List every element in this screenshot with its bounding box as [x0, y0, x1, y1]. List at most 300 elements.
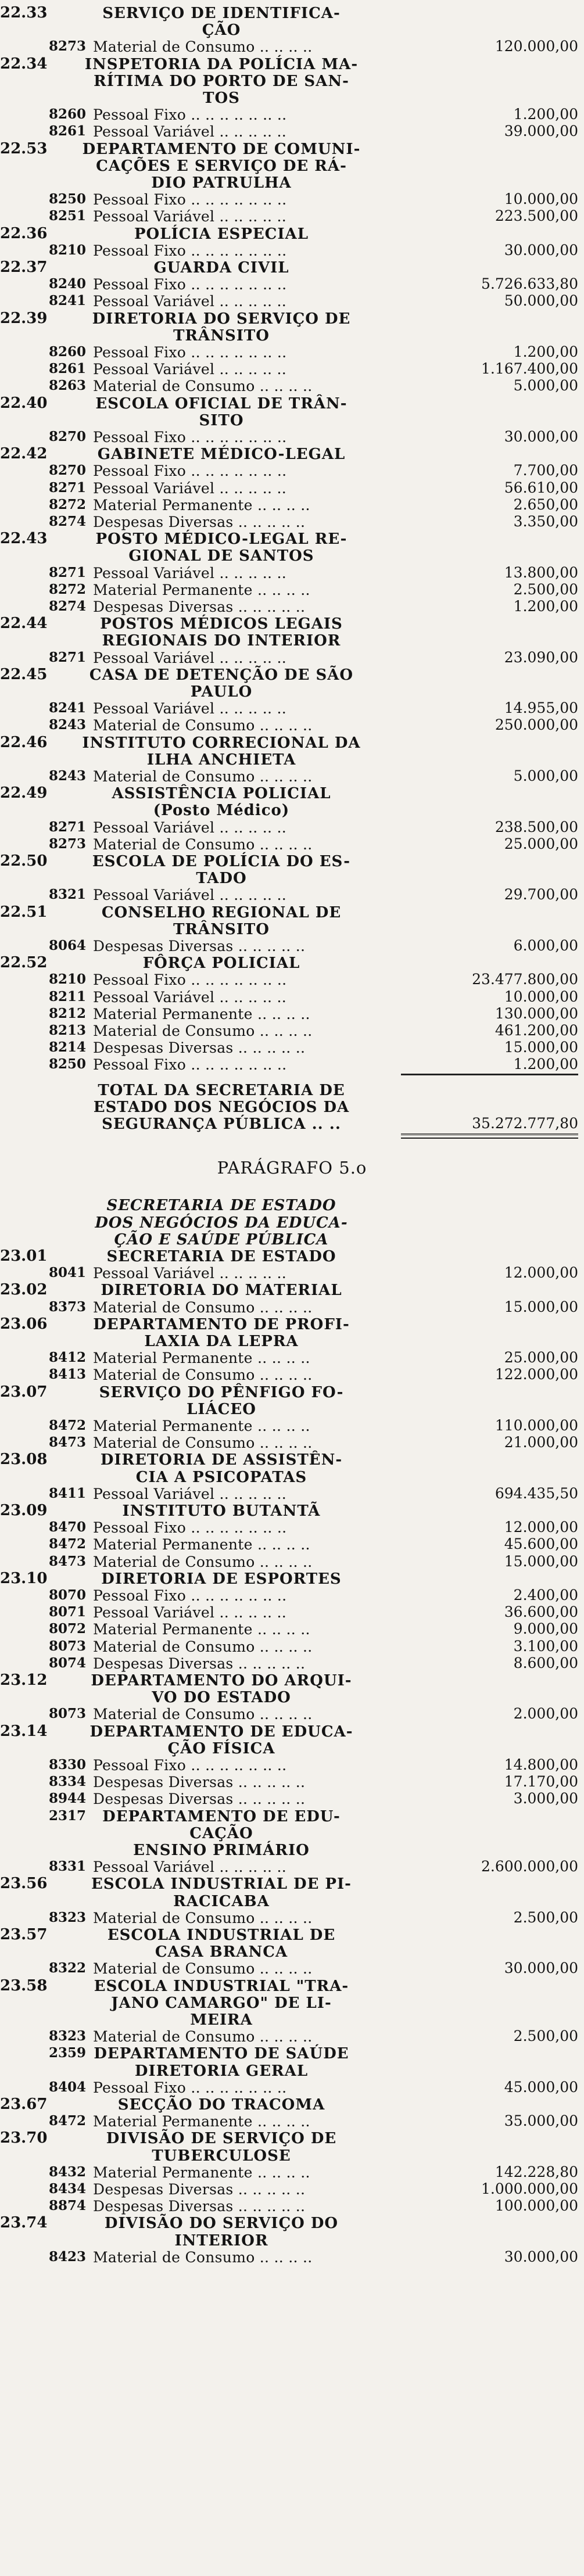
section-heading: POSTO MÉDICO-LEGAL RE- [95, 530, 347, 548]
ledger-line-item [0, 376, 584, 396]
ledger-line-item [0, 1365, 584, 1385]
section-number: 23.14 [0, 1723, 48, 1740]
budget-item: Material Permanente .. .. .. .. [93, 1006, 310, 1022]
budget-item: Despesas Diversas .. .. .. .. .. [93, 1774, 306, 1791]
section-heading-continued: INTERIOR [174, 2232, 268, 2249]
budget-amount: 1.000.000,00 [481, 2180, 578, 2197]
ledger-line-heading [0, 1280, 584, 1300]
ledger-line-ital [0, 1196, 584, 1215]
budget-item: Material Permanente .. .. .. .. [93, 2113, 310, 2130]
budget-item: Pessoal Variável .. .. .. .. .. [93, 293, 286, 310]
budget-code: 8041 [48, 1265, 86, 1280]
budget-amount: 2.650,00 [513, 496, 578, 513]
budget-amount: 2.400,00 [513, 1587, 578, 1603]
budget-code: 8073 [48, 1638, 86, 1654]
budget-item: Material de Consumo .. .. .. .. [93, 1960, 313, 1977]
budget-code: 8250 [48, 1056, 86, 1072]
section-heading-continued: ILHA ANCHIETA [146, 751, 296, 769]
budget-amount: 110.000,00 [495, 1417, 578, 1434]
section-heading: ESCOLA INDUSTRIAL "TRA- [94, 1978, 349, 1995]
budget-code: 8261 [48, 361, 86, 376]
budget-item: Pessoal Fixo .. .. .. .. .. .. .. [93, 344, 287, 361]
section-heading-continued: DIRETORIA GERAL [134, 2062, 309, 2080]
section-heading: SECRETARIA DE ESTADO [106, 1248, 336, 1265]
budget-item: Pessoal Fixo .. .. .. .. .. .. .. [93, 276, 287, 293]
section-heading-continued: RACICABA [173, 1893, 270, 1910]
section-heading-continued: TOS [203, 89, 240, 107]
budget-code: 8473 [48, 1554, 86, 1569]
ledger-line-item [0, 461, 584, 481]
budget-code: 8070 [48, 1587, 86, 1603]
section-heading-continued: DIO PATRULHA [151, 174, 292, 192]
budget-amount: 3.000,00 [513, 1790, 578, 1807]
section-heading-continued: CAÇÕES E SERVIÇO DE RÁ- [96, 157, 347, 175]
budget-item: Pessoal Fixo .. .. .. .. .. .. .. [93, 1056, 287, 1073]
section-heading-continued: CASA BRANCA [155, 1943, 288, 1961]
budget-amount: 122.000,00 [495, 1366, 578, 1383]
ledger-line-heading [0, 2129, 584, 2148]
budget-amount: 21.000,00 [504, 1434, 578, 1451]
section-heading: ASSISTÊNCIA POLICIAL [112, 785, 331, 802]
ledger-line-item [0, 122, 584, 142]
section-heading-continued: JANO CAMARGO" DE LI- [111, 1994, 332, 2012]
section-number: 23.10 [0, 1570, 48, 1587]
budget-code: 8071 [48, 1604, 86, 1620]
ledger-line-item [0, 1620, 584, 1639]
budget-item: Despesas Diversas .. .. .. .. .. [93, 1039, 306, 1056]
budget-code: 8210 [48, 971, 86, 987]
section-heading-continued: CAÇÃO [189, 1825, 253, 1842]
budget-amount: 50.000,00 [504, 292, 578, 309]
budget-item: Despesas Diversas .. .. .. .. .. [93, 1655, 306, 1672]
ledger-line-heading [0, 2044, 584, 2064]
budget-item: Pessoal Variável .. .. .. .. .. [93, 819, 286, 836]
budget-amount: 2.000,00 [513, 1705, 578, 1722]
section-number: 22.45 [0, 666, 48, 683]
budget-amount: 1.200,00 [513, 598, 578, 615]
section-heading-continued: (Posto Médico) [153, 802, 290, 819]
budget-code: 8412 [48, 1350, 86, 1365]
subtotal-rule [401, 1074, 578, 1075]
section-number: 23.67 [0, 2096, 48, 2113]
budget-amount: 14.955,00 [504, 699, 578, 716]
budget-amount: 12.000,00 [504, 1264, 578, 1281]
budget-code: 8271 [48, 650, 86, 665]
section-heading: INSTITUTO CORRECIONAL DA [82, 734, 361, 752]
section-number: 22.52 [0, 954, 48, 971]
section-heading: DEPARTAMENTO DE EDUCA- [89, 1723, 353, 1741]
budget-amount: 250.000,00 [495, 716, 578, 733]
budget-item: Despesas Diversas .. .. .. .. .. [93, 2198, 306, 2215]
budget-code: 8074 [48, 1655, 86, 1671]
budget-code: 8323 [48, 1910, 86, 1925]
ledger-line-item [0, 1055, 584, 1075]
budget-item: Material de Consumo .. .. .. .. [93, 1434, 313, 1451]
budget-code: 8261 [48, 123, 86, 139]
ledger-line-item [0, 2248, 584, 2268]
budget-item: Material de Consumo .. .. .. .. [93, 1554, 313, 1570]
section-heading: ESCOLA DE POLÍCIA DO ES- [92, 853, 351, 870]
budget-amount: 2.500,00 [513, 581, 578, 598]
section-number: 22.33 [0, 4, 48, 21]
budget-amount: 2.500,00 [513, 1909, 578, 1926]
budget-item: Pessoal Variável .. .. .. .. .. [93, 208, 286, 225]
section-heading-continued: CIA A PSICOPATAS [135, 1469, 307, 1486]
budget-amount: 45.000,00 [504, 2079, 578, 2096]
section-heading: DIRETORIA DO MATERIAL [101, 1282, 342, 1299]
budget-amount: 56.610,00 [504, 479, 578, 496]
ledger-line-item [0, 1535, 584, 1555]
section-number: 22.43 [0, 530, 48, 547]
ledger-line-item [0, 885, 584, 905]
section-heading-continued: ÇÃO FÍSICA [167, 1740, 275, 1757]
ledger-line-gap [0, 1140, 584, 1160]
section-heading: SECÇÃO DO TRACOMA [117, 2096, 325, 2114]
budget-code: 8270 [48, 462, 86, 478]
budget-code: 8260 [48, 344, 86, 360]
budget-amount: 1.167.400,00 [481, 360, 578, 377]
section-heading: SERVIÇO DO PÊNFIGO FO- [99, 1384, 344, 1401]
section-heading: DIVISÃO DO SERVIÇO DO [104, 2215, 339, 2232]
budget-code: 8322 [48, 1960, 86, 1976]
secretariat-title: ÇÃO E SAÚDE PÚBLICA [114, 1231, 329, 1248]
budget-item: Pessoal Variável .. .. .. .. .. [93, 1859, 286, 1875]
budget-code: 8260 [48, 106, 86, 122]
section-number: 23.01 [0, 1247, 48, 1265]
budget-item: Pessoal Variável .. .. .. .. .. [93, 887, 286, 903]
section-heading-continued: LAXIA DA LEPRA [144, 1333, 299, 1350]
budget-item: Material de Consumo .. .. .. .. [93, 1638, 313, 1655]
budget-code: 8243 [48, 717, 86, 733]
budget-amount: 223.500,00 [495, 207, 578, 224]
section-heading: ESCOLA INDUSTRIAL DE [107, 1926, 336, 1944]
budget-item: Pessoal Fixo .. .. .. .. .. .. .. [93, 242, 287, 259]
budget-amount: 10.000,00 [504, 191, 578, 207]
section-heading: FÔRÇA POLICIAL [142, 955, 300, 972]
budget-amount: 5.000,00 [513, 377, 578, 394]
section-heading: DEPARTAMENTO DO ARQUI- [91, 1672, 352, 1689]
section-number: 22.36 [0, 225, 48, 242]
budget-code: 8423 [48, 2249, 86, 2265]
budget-code: 8334 [48, 1774, 86, 1789]
budget-item: Pessoal Variável .. .. .. .. .. [93, 480, 286, 497]
budget-item: Material de Consumo .. .. .. .. [93, 2028, 313, 2045]
budget-item: Pessoal Fixo .. .. .. .. .. .. .. [93, 1519, 287, 1536]
section-heading: GABINETE MÉDICO-LEGAL [97, 446, 346, 463]
section-number: 22.53 [0, 140, 48, 157]
section-heading: CONSELHO REGIONAL DE [101, 904, 342, 921]
section-number: 23.08 [0, 1451, 48, 1468]
budget-amount: 25.000,00 [504, 835, 578, 852]
section-number: 23.02 [0, 1281, 48, 1298]
budget-code: 8470 [48, 1519, 86, 1535]
section-heading: ESCOLA OFICIAL DE TRÂN- [95, 395, 347, 412]
budget-amount: 14.800,00 [504, 1756, 578, 1773]
ledger-line-cont [0, 631, 584, 651]
section-heading: DEPARTAMENTO DE EDU- [102, 1808, 341, 1825]
budget-code: 8241 [48, 700, 86, 716]
budget-item: Material de Consumo .. .. .. .. [93, 1706, 313, 1723]
budget-amount: 30.000,00 [504, 1960, 578, 1976]
section-heading-continued: LIÁCEO [187, 1401, 256, 1418]
section-code: 2317 [48, 1808, 86, 1824]
ledger-line-item [0, 1705, 584, 1724]
budget-item: Pessoal Variável .. .. .. .. .. [93, 123, 286, 140]
budget-item: Pessoal Fixo .. .. .. .. .. .. .. [93, 1587, 287, 1604]
budget-code: 8404 [48, 2079, 86, 2095]
budget-code: 8330 [48, 1757, 86, 1773]
budget-amount: 100.000,00 [495, 2197, 578, 2214]
budget-code: 8274 [48, 514, 86, 529]
budget-item: Material de Consumo .. .. .. .. [93, 836, 313, 853]
budget-item: Material de Consumo .. .. .. .. [93, 378, 313, 394]
ledger-line-item [0, 207, 584, 227]
section-heading: DEPARTAMENTO DE COMUNI- [82, 141, 361, 158]
section-heading-continued: TUBERCULOSE [152, 2147, 291, 2165]
section-number: 23.57 [0, 1926, 48, 1943]
budget-amount: 3.100,00 [513, 1638, 578, 1655]
section-number: 23.09 [0, 1502, 48, 1519]
budget-amount: 25.000,00 [504, 1349, 578, 1366]
budget-code: 8472 [48, 2113, 86, 2129]
budget-amount: 39.000,00 [504, 123, 578, 139]
section-number: 22.34 [0, 55, 48, 73]
budget-code: 8211 [48, 989, 86, 1004]
budget-code: 8413 [48, 1366, 86, 1382]
section-heading: POSTOS MÉDICOS LEGAIS [100, 615, 343, 633]
ledger-line-item [0, 1789, 584, 1809]
section-heading: INSTITUTO BUTANTÃ [122, 1502, 321, 1520]
budget-code: 8213 [48, 1022, 86, 1038]
secretariat-title: SECRETARIA DE ESTADO [106, 1197, 336, 1214]
budget-code: 8271 [48, 819, 86, 835]
budget-amount: 23.477.800,00 [472, 971, 578, 988]
budget-code: 8240 [48, 276, 86, 292]
budget-amount: 36.600,00 [504, 1603, 578, 1620]
budget-item: Pessoal Variável .. .. .. .. .. [93, 565, 286, 582]
budget-item: Pessoal Variável .. .. .. .. .. [93, 989, 286, 1006]
budget-amount: 13.800,00 [504, 564, 578, 581]
section-heading-continued: SITO [199, 412, 244, 429]
budget-amount: 5.726.633,80 [481, 275, 578, 292]
ledger-line-cont [0, 801, 584, 820]
budget-code: 8473 [48, 1434, 86, 1450]
section-heading-continued: ÇÃO [202, 21, 241, 39]
section-number: 23.74 [0, 2214, 48, 2231]
total-double-rule [401, 1133, 578, 1139]
budget-code: 8251 [48, 208, 86, 224]
section-number: 22.50 [0, 852, 48, 870]
budget-item: Pessoal Variável .. .. .. .. .. [93, 1486, 286, 1502]
budget-item: Despesas Diversas .. .. .. .. .. [93, 2181, 306, 2198]
budget-code: 8272 [48, 582, 86, 597]
budget-amount: 30.000,00 [504, 428, 578, 445]
section-number: 22.39 [0, 310, 48, 327]
budget-amount: 238.500,00 [495, 819, 578, 835]
ledger-line-item [0, 716, 584, 736]
budget-code: 8373 [48, 1299, 86, 1315]
section-number: 22.49 [0, 784, 48, 802]
budget-code: 8331 [48, 1859, 86, 1874]
budget-item: Despesas Diversas .. .. .. .. .. [93, 938, 306, 955]
budget-code: 8241 [48, 293, 86, 308]
section-number: 22.42 [0, 445, 48, 462]
budget-amount: 2.600.000,00 [481, 1858, 578, 1875]
budget-item: Pessoal Variável .. .. .. .. .. [93, 1604, 286, 1621]
budget-amount: 17.170,00 [504, 1773, 578, 1790]
budget-code: 8263 [48, 378, 86, 393]
budget-code: 8072 [48, 1621, 86, 1637]
section-number: 23.56 [0, 1875, 48, 1892]
section-heading-continued: TADO [196, 870, 247, 887]
section-number: 22.37 [0, 259, 48, 276]
section-number: 23.70 [0, 2129, 48, 2147]
budget-item: Pessoal Fixo .. .. .. .. .. .. .. [93, 462, 287, 479]
section-number: 23.06 [0, 1315, 48, 1333]
budget-item: Material de Consumo .. .. .. .. [93, 1910, 313, 1926]
budget-item: Material Permanente .. .. .. .. [93, 582, 310, 598]
total-amount: 35.272.777,80 [472, 1115, 578, 1132]
budget-code: 8214 [48, 1039, 86, 1055]
section-heading: DEPARTAMENTO DE SAÚDE [94, 2045, 349, 2062]
ledger-line-item [0, 970, 584, 990]
section-heading-continued: MEIRA [190, 2011, 253, 2029]
budget-code: 8212 [48, 1006, 86, 1021]
budget-amount: 120.000,00 [495, 38, 578, 55]
budget-item: Pessoal Variável .. .. .. .. .. [93, 650, 286, 666]
ledger-line-heading [0, 2213, 584, 2233]
budget-code: 8323 [48, 2028, 86, 2044]
budget-amount: 3.350,00 [513, 513, 578, 530]
budget-code: 8064 [48, 938, 86, 953]
budget-item: Material de Consumo .. .. .. .. [93, 38, 313, 55]
budget-amount: 694.435,50 [495, 1485, 578, 1502]
budget-code: 8434 [48, 2181, 86, 2197]
budget-amount: 7.700,00 [513, 462, 578, 479]
budget-amount: 45.600,00 [504, 1535, 578, 1552]
budget-item: Material Permanente .. .. .. .. [93, 1621, 310, 1638]
budget-amount: 30.000,00 [504, 2248, 578, 2265]
budget-item: Material Permanente .. .. .. .. [93, 1536, 310, 1553]
budget-item: Pessoal Fixo .. .. .. .. .. .. .. [93, 971, 287, 988]
budget-amount: 23.090,00 [504, 649, 578, 666]
budget-code: 8472 [48, 1536, 86, 1552]
section-code: 2359 [48, 2045, 86, 2061]
budget-code: 8944 [48, 1791, 86, 1806]
budget-amount: 1.200,00 [513, 1056, 578, 1072]
section-heading: DIRETORIA DE ASSISTÊN- [100, 1451, 343, 1469]
section-number: 23.12 [0, 1671, 48, 1689]
section-heading: ESCOLA INDUSTRIAL DE PI- [91, 1875, 352, 1893]
budget-code: 8874 [48, 2198, 86, 2213]
section-number: 22.44 [0, 615, 48, 632]
section-heading: INSPETORIA DA POLÍCIA MA- [84, 56, 359, 73]
budget-item: Despesas Diversas .. .. .. .. .. [93, 598, 306, 615]
secretariat-title: DOS NEGÓCIOS DA EDUCA- [95, 1214, 348, 1232]
budget-amount: 6.000,00 [513, 937, 578, 954]
section-heading-continued: RÍTIMA DO PORTO DE SAN- [94, 73, 349, 90]
budget-amount: 30.000,00 [504, 242, 578, 259]
budget-item: Pessoal Fixo .. .. .. .. .. .. .. [93, 106, 287, 123]
section-number: 23.58 [0, 1977, 48, 1994]
budget-code: 8321 [48, 887, 86, 902]
budget-code: 8432 [48, 2164, 86, 2180]
budget-amount: 130.000,00 [495, 1005, 578, 1022]
budget-code: 8250 [48, 191, 86, 207]
budget-code: 8243 [48, 768, 86, 784]
section-heading: DEPARTAMENTO DE PROFI- [93, 1316, 350, 1333]
budget-code: 8272 [48, 497, 86, 512]
budget-code: 8472 [48, 1418, 86, 1433]
budget-amount: 15.000,00 [504, 1039, 578, 1056]
total-label: ESTADO DOS NEGÓCIOS DA [93, 1099, 350, 1116]
budget-code: 8411 [48, 1486, 86, 1501]
budget-amount: 1.200,00 [513, 106, 578, 123]
budget-item: Pessoal Fixo .. .. .. .. .. .. .. [93, 191, 287, 208]
section-heading-continued: PAULO [190, 683, 253, 701]
budget-amount: 29.700,00 [504, 886, 578, 903]
budget-item: Material Permanente .. .. .. .. [93, 2164, 310, 2181]
budget-code: 8274 [48, 598, 86, 614]
budget-amount: 35.000,00 [504, 2112, 578, 2129]
section-heading-continued: TRÂNSITO [173, 921, 270, 938]
budget-amount: 12.000,00 [504, 1519, 578, 1535]
ledger-line-cont [0, 546, 584, 566]
budget-code: 8273 [48, 836, 86, 852]
budget-amount: 10.000,00 [504, 988, 578, 1005]
total-label: SEGURANÇA PÚBLICA .. .. [102, 1115, 341, 1133]
section-heading-continued: GIONAL DE SANTOS [128, 547, 314, 565]
budget-amount: 2.500,00 [513, 2028, 578, 2044]
budget-item: Material de Consumo .. .. .. .. [93, 1022, 313, 1039]
section-number: 22.40 [0, 394, 48, 412]
budget-item: Material Permanente .. .. .. .. [93, 497, 310, 514]
budget-amount: 15.000,00 [504, 1298, 578, 1315]
budget-item: Material de Consumo .. .. .. .. [93, 1366, 313, 1383]
budget-amount: 5.000,00 [513, 767, 578, 784]
budget-code: 8271 [48, 480, 86, 496]
section-heading: SERVIÇO DE IDENTIFICA- [102, 5, 341, 22]
section-heading-continued: ENSINO PRIMÁRIO [133, 1842, 310, 1859]
section-heading: DIRETORIA DE ESPORTES [101, 1570, 342, 1588]
section-heading-continued: TRÂNSITO [173, 327, 270, 345]
budget-amount: 142.228,80 [495, 2164, 578, 2180]
budget-item: Pessoal Fixo .. .. .. .. .. .. .. [93, 2079, 287, 2096]
budget-item: Material de Consumo .. .. .. .. [93, 717, 313, 734]
budget-amount: 9.000,00 [513, 1620, 578, 1637]
section-heading: DIVISÃO DE SERVIÇO DE [106, 2130, 337, 2147]
total-label: TOTAL DA SECRETARIA DE [98, 1082, 345, 1099]
ledger-line-item [0, 37, 584, 57]
ledger-line-paragraph [0, 1158, 584, 1178]
section-number: 22.46 [0, 734, 48, 751]
section-heading: GUARDA CIVIL [153, 259, 289, 277]
section-number: 22.51 [0, 903, 48, 921]
budget-amount: 1.200,00 [513, 343, 578, 360]
budget-code: 8210 [48, 242, 86, 258]
section-heading-continued: REGIONAIS DO INTERIOR [102, 632, 341, 650]
paragraph-heading: PARÁGRAFO 5.o [217, 1158, 367, 1178]
budget-code: 8270 [48, 429, 86, 444]
budget-code: 8273 [48, 38, 86, 54]
ledger-line-item [0, 292, 584, 311]
budget-amount: 8.600,00 [513, 1655, 578, 1671]
section-heading: DIRETORIA DO SERVIÇO DE [92, 310, 351, 328]
budget-item: Material Permanente .. .. .. .. [93, 1350, 310, 1366]
section-number: 23.07 [0, 1383, 48, 1401]
budget-code: 8073 [48, 1706, 86, 1721]
budget-item: Despesas Diversas .. .. .. .. .. [93, 1791, 306, 1807]
